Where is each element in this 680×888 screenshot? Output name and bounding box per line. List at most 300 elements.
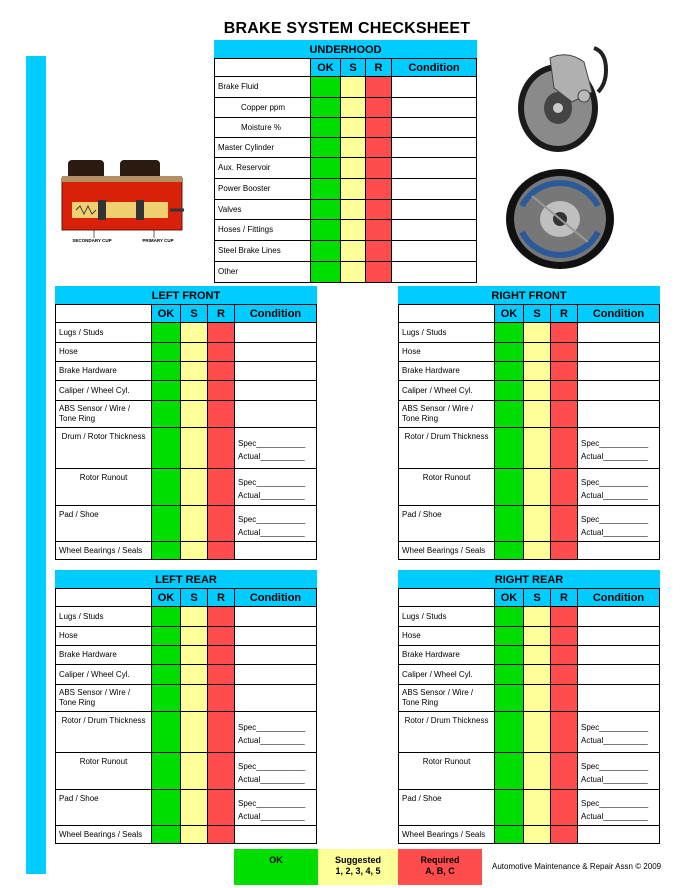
row-label: Wheel Bearings / Seals <box>56 826 152 844</box>
row-label: Hose <box>399 627 495 646</box>
condition-cell[interactable] <box>392 220 477 241</box>
row-label: Pad / Shoe <box>399 506 495 542</box>
ok-cell[interactable] <box>152 362 181 381</box>
ok-cell[interactable] <box>311 158 341 179</box>
s-cell[interactable] <box>341 262 366 283</box>
right-front-section <box>398 286 660 560</box>
condition-cell[interactable] <box>235 665 317 685</box>
ok-cell[interactable] <box>495 646 524 665</box>
condition-cell[interactable] <box>578 381 660 401</box>
spec-line: Spec___________ <box>238 439 306 448</box>
s-cell[interactable] <box>341 220 366 241</box>
row-label: Caliper / Wheel Cyl. <box>399 665 495 685</box>
s-cell[interactable] <box>181 665 208 685</box>
s-cell[interactable] <box>524 627 551 646</box>
ok-cell[interactable] <box>495 685 524 712</box>
actual-line: Actual__________ <box>238 491 305 500</box>
ok-cell[interactable] <box>495 343 524 362</box>
r-cell[interactable] <box>551 428 578 469</box>
spec-actual-cell[interactable] <box>578 712 660 753</box>
row-label: Copper ppm <box>215 98 311 118</box>
row-label: Brake Hardware <box>56 362 152 381</box>
ok-cell[interactable] <box>152 685 181 712</box>
r-cell[interactable] <box>551 712 578 753</box>
r-cell[interactable] <box>551 506 578 542</box>
condition-header: Condition <box>392 59 477 77</box>
spec-actual-cell[interactable] <box>578 753 660 790</box>
r-cell[interactable] <box>208 753 235 790</box>
r-cell[interactable] <box>551 323 578 343</box>
row-label: Rotor Runout <box>399 753 495 790</box>
r-cell[interactable] <box>208 343 235 362</box>
right-front-table <box>398 304 660 560</box>
r-cell[interactable] <box>208 323 235 343</box>
row-label: Pad / Shoe <box>399 790 495 826</box>
spec-actual-cell[interactable] <box>235 753 317 790</box>
s-cell[interactable] <box>181 753 208 790</box>
s-cell[interactable] <box>341 98 366 118</box>
spec-actual-cell[interactable] <box>235 790 317 826</box>
spec-actual-cell[interactable] <box>578 469 660 506</box>
row-label: Caliper / Wheel Cyl. <box>56 381 152 401</box>
s-cell[interactable] <box>181 712 208 753</box>
s-cell[interactable] <box>524 685 551 712</box>
s-cell[interactable] <box>181 646 208 665</box>
spec-line: Spec___________ <box>238 514 306 524</box>
drum-brake-illustration <box>502 166 618 272</box>
actual-line: Actual__________ <box>238 811 305 821</box>
ok-cell[interactable] <box>311 179 341 200</box>
s-cell[interactable] <box>524 665 551 685</box>
row-label: Lugs / Studs <box>399 323 495 343</box>
s-cell[interactable] <box>181 401 208 428</box>
row-label: ABS Sensor / Wire / Tone Ring <box>399 685 495 712</box>
s-cell[interactable] <box>524 323 551 343</box>
condition-cell[interactable] <box>235 607 317 627</box>
legend-required-codes: A, B, C <box>425 866 455 876</box>
legend-required <box>398 849 482 885</box>
spec-actual-cell[interactable] <box>235 506 317 542</box>
spec-actual-cell[interactable] <box>235 428 317 469</box>
r-cell[interactable] <box>551 343 578 362</box>
right-rear-section <box>398 570 660 844</box>
s-cell[interactable] <box>524 542 551 560</box>
condition-cell[interactable] <box>392 262 477 283</box>
secondary-cup-label: SECONDARY CUP <box>72 238 112 243</box>
r-cell[interactable] <box>208 469 235 506</box>
ok-cell[interactable] <box>152 646 181 665</box>
s-cell[interactable] <box>524 646 551 665</box>
right-rear-table <box>398 588 660 844</box>
blank-header <box>56 305 152 323</box>
condition-cell[interactable] <box>235 401 317 428</box>
r-cell[interactable] <box>366 241 392 262</box>
disc-brake-illustration <box>510 38 620 156</box>
s-header: S <box>524 589 551 607</box>
r-cell[interactable] <box>208 428 235 469</box>
spec-actual-cell[interactable] <box>578 790 660 826</box>
condition-cell[interactable] <box>578 343 660 362</box>
spec-actual-cell[interactable] <box>578 506 660 542</box>
left-front-header: LEFT FRONT <box>55 286 317 304</box>
row-label: Valves <box>215 200 311 220</box>
master-cylinder-icon <box>58 140 188 250</box>
underhood-table <box>214 58 477 283</box>
r-header: R <box>208 305 235 323</box>
condition-cell[interactable] <box>392 158 477 179</box>
condition-header: Condition <box>235 305 317 323</box>
s-cell[interactable] <box>181 542 208 560</box>
r-cell[interactable] <box>366 98 392 118</box>
r-cell[interactable] <box>551 362 578 381</box>
row-label: Other <box>215 262 311 283</box>
ok-cell[interactable] <box>152 607 181 627</box>
s-cell[interactable] <box>341 179 366 200</box>
row-label: ABS Sensor / Wire / Tone Ring <box>56 685 152 712</box>
blank-header <box>56 589 152 607</box>
condition-cell[interactable] <box>235 323 317 343</box>
r-cell[interactable] <box>551 646 578 665</box>
row-label: Wheel Bearings / Seals <box>399 542 495 560</box>
condition-cell[interactable] <box>392 77 477 98</box>
spec-actual-cell[interactable] <box>235 712 317 753</box>
legend-suggested <box>318 849 398 885</box>
legend-suggested-codes: 1, 2, 3, 4, 5 <box>335 866 381 876</box>
row-label: Hose <box>56 627 152 646</box>
r-cell[interactable] <box>208 712 235 753</box>
condition-cell[interactable] <box>578 362 660 381</box>
condition-cell[interactable] <box>392 200 477 220</box>
s-cell[interactable] <box>181 323 208 343</box>
ok-cell[interactable] <box>152 343 181 362</box>
r-cell[interactable] <box>366 138 392 158</box>
row-label: Lugs / Studs <box>56 607 152 627</box>
condition-header: Condition <box>578 589 660 607</box>
ok-cell[interactable] <box>311 262 341 283</box>
row-label: Rotor Runout <box>56 469 152 506</box>
ok-cell[interactable] <box>311 241 341 262</box>
spec-line: Spec___________ <box>581 514 649 524</box>
condition-cell[interactable] <box>392 138 477 158</box>
condition-cell[interactable] <box>578 826 660 844</box>
r-cell[interactable] <box>208 381 235 401</box>
ok-cell[interactable] <box>152 469 181 506</box>
s-cell[interactable] <box>524 469 551 506</box>
ok-cell[interactable] <box>152 712 181 753</box>
ok-cell[interactable] <box>495 753 524 790</box>
ok-cell[interactable] <box>495 428 524 469</box>
ok-cell[interactable] <box>495 506 524 542</box>
ok-cell[interactable] <box>311 200 341 220</box>
r-cell[interactable] <box>551 753 578 790</box>
row-label: Drum / Rotor Thickness <box>56 428 152 469</box>
condition-cell[interactable] <box>235 826 317 844</box>
condition-cell[interactable] <box>235 542 317 560</box>
ok-cell[interactable] <box>311 118 341 138</box>
condition-cell[interactable] <box>392 118 477 138</box>
r-cell[interactable] <box>208 607 235 627</box>
s-cell[interactable] <box>524 712 551 753</box>
blank-header <box>399 305 495 323</box>
row-label: Master Cylinder <box>215 138 311 158</box>
row-label: Pad / Shoe <box>56 506 152 542</box>
r-header: R <box>208 589 235 607</box>
r-cell[interactable] <box>551 381 578 401</box>
s-cell[interactable] <box>181 506 208 542</box>
spec-line: Spec___________ <box>238 478 306 487</box>
s-header: S <box>181 305 208 323</box>
r-cell[interactable] <box>366 118 392 138</box>
s-cell[interactable] <box>524 381 551 401</box>
left-front-section <box>55 286 317 560</box>
s-cell[interactable] <box>524 826 551 844</box>
ok-cell[interactable] <box>152 753 181 790</box>
r-cell[interactable] <box>366 220 392 241</box>
r-cell[interactable] <box>208 506 235 542</box>
r-cell[interactable] <box>366 158 392 179</box>
s-cell[interactable] <box>524 343 551 362</box>
row-label: Steel Brake Lines <box>215 241 311 262</box>
copyright-credit: Automotive Maintenance & Repair Assn © 2009 <box>492 862 662 871</box>
blank-header <box>215 59 311 77</box>
legend-suggested-title: Suggested <box>334 855 381 865</box>
row-label: Hoses / Fittings <box>215 220 311 241</box>
spec-line: Spec___________ <box>238 762 306 771</box>
row-label: ABS Sensor / Wire / Tone Ring <box>399 401 495 428</box>
actual-line: Actual__________ <box>581 811 648 821</box>
ok-cell[interactable] <box>152 826 181 844</box>
condition-header: Condition <box>235 589 317 607</box>
r-cell[interactable] <box>208 790 235 826</box>
s-cell[interactable] <box>181 381 208 401</box>
s-cell[interactable] <box>181 469 208 506</box>
r-cell[interactable] <box>366 179 392 200</box>
row-label: Moisture % <box>215 118 311 138</box>
s-cell[interactable] <box>341 158 366 179</box>
ok-cell[interactable] <box>495 712 524 753</box>
ok-header: OK <box>152 305 181 323</box>
r-cell[interactable] <box>208 665 235 685</box>
master-cylinder-illustration <box>58 140 188 250</box>
r-cell[interactable] <box>551 790 578 826</box>
row-label: Hose <box>56 343 152 362</box>
actual-line: Actual__________ <box>581 736 648 745</box>
r-cell[interactable] <box>208 401 235 428</box>
s-cell[interactable] <box>524 401 551 428</box>
row-label: Caliper / Wheel Cyl. <box>56 665 152 685</box>
blank-header <box>399 589 495 607</box>
s-cell[interactable] <box>181 685 208 712</box>
ok-cell[interactable] <box>311 138 341 158</box>
spec-line: Spec___________ <box>581 762 649 771</box>
s-cell[interactable] <box>341 138 366 158</box>
s-cell[interactable] <box>181 627 208 646</box>
ok-cell[interactable] <box>495 542 524 560</box>
s-cell[interactable] <box>341 200 366 220</box>
row-label: Wheel Bearings / Seals <box>56 542 152 560</box>
actual-line: Actual__________ <box>238 775 305 784</box>
ok-cell[interactable] <box>495 381 524 401</box>
ok-cell[interactable] <box>311 220 341 241</box>
condition-cell[interactable] <box>578 323 660 343</box>
s-cell[interactable] <box>181 428 208 469</box>
ok-cell[interactable] <box>152 381 181 401</box>
r-cell[interactable] <box>208 826 235 844</box>
r-cell[interactable] <box>208 685 235 712</box>
spec-line: Spec___________ <box>581 439 649 448</box>
spec-line: Spec___________ <box>581 478 649 487</box>
spec-actual-cell[interactable] <box>235 469 317 506</box>
row-label: Hose <box>399 343 495 362</box>
condition-cell[interactable] <box>235 627 317 646</box>
s-cell[interactable] <box>181 607 208 627</box>
row-label: Rotor / Drum Thickness <box>399 428 495 469</box>
row-label: Brake Hardware <box>399 362 495 381</box>
r-cell[interactable] <box>551 607 578 627</box>
r-cell[interactable] <box>551 665 578 685</box>
ok-cell[interactable] <box>311 98 341 118</box>
ok-cell[interactable] <box>152 428 181 469</box>
ok-cell[interactable] <box>152 401 181 428</box>
r-cell[interactable] <box>366 262 392 283</box>
ok-cell[interactable] <box>152 506 181 542</box>
condition-cell[interactable] <box>578 627 660 646</box>
r-cell[interactable] <box>208 627 235 646</box>
ok-header: OK <box>152 589 181 607</box>
r-cell[interactable] <box>366 200 392 220</box>
condition-cell[interactable] <box>578 542 660 560</box>
spec-line: Spec___________ <box>238 723 306 732</box>
actual-line: Actual__________ <box>581 527 648 537</box>
row-label: Lugs / Studs <box>56 323 152 343</box>
disc-brake-icon <box>510 38 620 156</box>
spec-actual-cell[interactable] <box>578 428 660 469</box>
ok-cell[interactable] <box>495 790 524 826</box>
s-cell[interactable] <box>524 753 551 790</box>
r-cell[interactable] <box>366 77 392 98</box>
s-cell[interactable] <box>524 607 551 627</box>
condition-cell[interactable] <box>578 685 660 712</box>
ok-header: OK <box>495 589 524 607</box>
s-cell[interactable] <box>341 118 366 138</box>
r-cell[interactable] <box>551 627 578 646</box>
ok-cell[interactable] <box>152 542 181 560</box>
condition-cell[interactable] <box>578 665 660 685</box>
condition-cell[interactable] <box>235 646 317 665</box>
underhood-header: UNDERHOOD <box>214 40 477 58</box>
ok-header: OK <box>311 59 341 77</box>
actual-line: Actual__________ <box>238 527 305 537</box>
s-header: S <box>524 305 551 323</box>
side-accent-bar <box>26 56 46 874</box>
s-cell[interactable] <box>341 77 366 98</box>
ok-header: OK <box>495 305 524 323</box>
right-rear-header: RIGHT REAR <box>398 570 660 588</box>
ok-cell[interactable] <box>495 323 524 343</box>
s-cell[interactable] <box>524 506 551 542</box>
s-cell[interactable] <box>181 362 208 381</box>
condition-cell[interactable] <box>578 401 660 428</box>
ok-cell[interactable] <box>495 826 524 844</box>
condition-cell[interactable] <box>578 646 660 665</box>
row-label: ABS Sensor / Wire / Tone Ring <box>56 401 152 428</box>
actual-line: Actual__________ <box>238 736 305 745</box>
ok-cell[interactable] <box>152 627 181 646</box>
ok-cell[interactable] <box>495 665 524 685</box>
s-cell[interactable] <box>341 241 366 262</box>
ok-cell[interactable] <box>495 627 524 646</box>
ok-cell[interactable] <box>152 665 181 685</box>
ok-cell[interactable] <box>495 362 524 381</box>
condition-cell[interactable] <box>392 98 477 118</box>
s-cell[interactable] <box>524 428 551 469</box>
row-label: Pad / Shoe <box>56 790 152 826</box>
row-label: Power Booster <box>215 179 311 200</box>
row-label: Rotor / Drum Thickness <box>399 712 495 753</box>
legend-ok <box>234 849 318 885</box>
actual-line: Actual__________ <box>581 775 648 784</box>
legend-required-title: Required <box>420 855 460 865</box>
r-cell[interactable] <box>551 401 578 428</box>
s-cell[interactable] <box>181 790 208 826</box>
r-cell[interactable] <box>208 542 235 560</box>
row-label: Rotor Runout <box>399 469 495 506</box>
s-header: S <box>341 59 366 77</box>
left-rear-section <box>55 570 317 844</box>
s-cell[interactable] <box>524 790 551 826</box>
row-label: Lugs / Studs <box>399 607 495 627</box>
s-cell[interactable] <box>181 826 208 844</box>
row-label: Brake Fluid <box>215 77 311 98</box>
s-cell[interactable] <box>524 362 551 381</box>
r-cell[interactable] <box>551 542 578 560</box>
condition-cell[interactable] <box>392 179 477 200</box>
ok-cell[interactable] <box>311 77 341 98</box>
condition-cell[interactable] <box>392 241 477 262</box>
r-cell[interactable] <box>208 362 235 381</box>
r-cell[interactable] <box>551 685 578 712</box>
ok-cell[interactable] <box>495 469 524 506</box>
s-cell[interactable] <box>181 343 208 362</box>
r-cell[interactable] <box>551 826 578 844</box>
condition-cell[interactable] <box>235 343 317 362</box>
condition-cell[interactable] <box>235 685 317 712</box>
condition-cell[interactable] <box>578 607 660 627</box>
left-rear-header: LEFT REAR <box>55 570 317 588</box>
left-front-table <box>55 304 317 560</box>
left-rear-table <box>55 588 317 844</box>
actual-line: Actual__________ <box>238 452 305 461</box>
condition-header: Condition <box>578 305 660 323</box>
primary-cup-label: PRIMARY CUP <box>142 238 174 243</box>
page-title: BRAKE SYSTEM CHECKSHEET <box>223 20 471 37</box>
condition-cell[interactable] <box>235 381 317 401</box>
ok-cell[interactable] <box>495 607 524 627</box>
row-label: Rotor / Drum Thickness <box>56 712 152 753</box>
ok-cell[interactable] <box>495 401 524 428</box>
actual-line: Actual__________ <box>581 452 648 461</box>
underhood-section <box>214 40 477 283</box>
row-label: Caliper / Wheel Cyl. <box>399 381 495 401</box>
ok-cell[interactable] <box>152 323 181 343</box>
r-cell[interactable] <box>551 469 578 506</box>
condition-cell[interactable] <box>235 362 317 381</box>
ok-cell[interactable] <box>152 790 181 826</box>
row-label: Wheel Bearings / Seals <box>399 826 495 844</box>
spec-line: Spec___________ <box>581 723 649 732</box>
actual-line: Actual__________ <box>581 491 648 500</box>
r-cell[interactable] <box>208 646 235 665</box>
